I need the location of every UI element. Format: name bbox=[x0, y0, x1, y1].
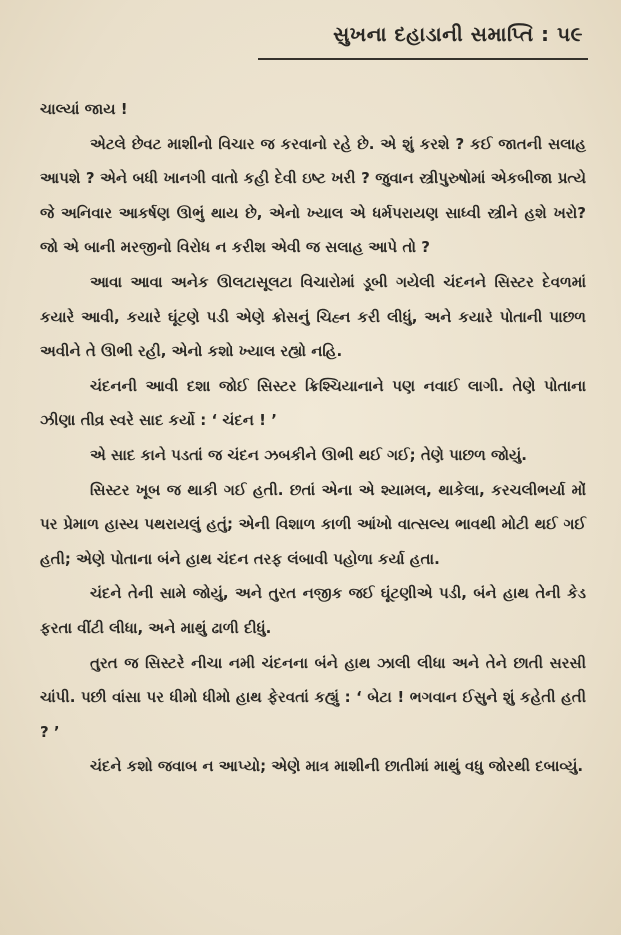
paragraph: એ સાદ કાને પડતાં જ ચંદન ઝબકીને ઊભી થઈ ગઈ; તેણે પાછળ જોયું. bbox=[90, 445, 527, 464]
body-text bbox=[40, 92, 586, 784]
paragraph: આવા આવા અનેક ઊલટાસૂલટા વિચારોમાં ડૂબી ગયેલી ચંદનને સિસ્ટર દેવળમાં કયારે આવી, કયારે ઘૂંટણે પડી એણે ક્રોસનું ચિહ્ન કરી લીધું, અને કયારે પોતાની પાછળ અવીને તે ઊભી રહી, એનો કશો ખ્યાલ રહ્યો નહિ. bbox=[40, 272, 586, 361]
paragraph: એટલે છેવટ માશીનો વિચાર જ કરવાનો રહે છે. એ શું કરશે ? કઈ જાતની સલાહ આપશે ? એને બધી ખાનગી વાતો કહી દેવી ઇષ્ટ ખરી ? જુવાન સ્ત્રીપુરુષોમાં એકબીજા પ્રત્યે જે અનિવાર આકર્ષણ ઊભું થાય છે, એનો ખ્યાલ એ ધર્મપરાયણ સાધ્વી સ્ત્રીને હશે ખરો? જો એ બાની મરજીનો વિરોધ ન કરીશ એવી જ સલાહ આપે તો ? bbox=[40, 134, 586, 257]
header-rule bbox=[258, 58, 588, 60]
paragraph: સિસ્ટર ખૂબ જ થાકી ગઈ હતી. છતાં એના એ શ્યામલ, થાકેલા, કરચલીભર્યા મોં પર પ્રેમાળ હાસ્ય પથરાયલું હતું; એની વિશાળ કાળી આંખો વાત્સલ્ય ભાવથી મોટી થઈ ગઈ હતી; એણે પોતાના બંને હાથ ચંદન તરફ લંબાવી પહોળા કર્યા હતા. bbox=[40, 480, 586, 568]
paragraph: ચંદને તેની સામે જોયું, અને તુરત નજીક જઈ ઘૂંટણીએ પડી, બંને હાથ તેની કેડ ફરતા વીંટી લીધા, અને માથું ઢાળી દીધું. bbox=[40, 584, 586, 637]
paragraph: તુરત જ સિસ્ટરે નીચા નમી ચંદનના બંને હાથ ઝાલી લીધા અને તેને છાતી સરસી ચાંપી. પછી વાંસા પર ધીમો ધીમો હાથ ફેરવતાં કહ્યું : ‘ બેટા ! ભગવાન ઈસુને શું કહેતી હતી ? ’ bbox=[40, 653, 586, 741]
running-header: સુખના દહાડાની સમાપ્તિ : ૫૯ bbox=[333, 22, 583, 46]
paragraph: ચંદનની આવી દશા જોઈ સિસ્ટર ક્રિશ્ચિયાનાને પણ નવાઈ લાગી. તેણે પોતાના ઝીણા તીવ્ર સ્વરે સાદ કર્યો : ‘ ચંદન ! ’ bbox=[40, 376, 586, 430]
paragraph: ચંદને કશો જવાબ ન આપ્યો; એણે માત્ર માશીની છાતીમાં માથું વધુ જોરથી દબાવ્યું. bbox=[90, 757, 584, 776]
paragraph: ચાલ્યાં જાય ! bbox=[40, 100, 128, 118]
